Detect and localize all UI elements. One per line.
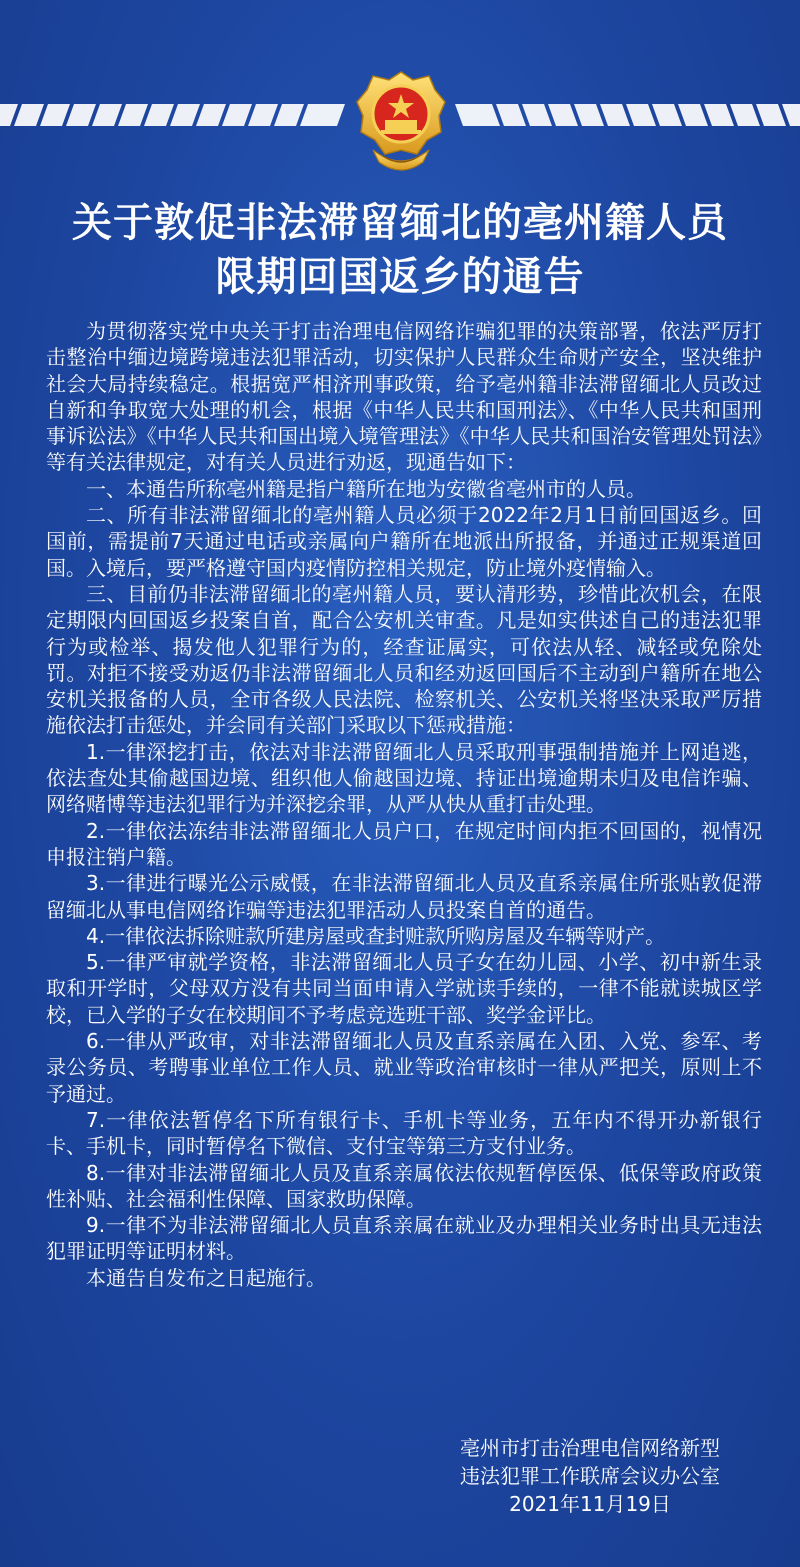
measure-1: 1.一律深挖打击，依法对非法滞留缅北人员采取刑事强制措施并上网追逃，依法查处其偷越国边境、组织他人偷越国边境、持证出境逾期未归及电信诈骗、网络赌博等违法犯罪行为并深挖余罪，从严从快从重打击处理。 xyxy=(46,739,762,817)
issuer-line-1: 亳州市打击治理电信网络新型 xyxy=(460,1436,720,1460)
measure-3: 3.一律进行曝光公示威慑，在非法滞留缅北人员及直系亲属住所张贴敦促滞留缅北从事电信网络诈骗等违法犯罪活动人员投案自首的通告。 xyxy=(46,871,762,922)
measure-6: 6.一律从严政审，对非法滞留缅北人员及直系亲属在入团、入党、参军、考录公务员、考聘事业单位工作人员、就业等政治审核时一律从严把关，原则上不予通过。 xyxy=(46,1029,762,1106)
measure-2: 2.一律依法冻结非法滞留缅北人员户口，在规定时间内拒不回国的，视情况申报注销户籍。 xyxy=(46,818,762,869)
issuer-line-2: 违法犯罪工作联席会议办公室 xyxy=(460,1464,720,1488)
right-wing-stripes xyxy=(455,98,800,132)
title-line-1: 关于敦促非法滞留缅北的亳州籍人员 xyxy=(72,200,728,246)
clause-2: 二、所有非法滞留缅北的亳州籍人员必须于2022年2月1日前回国返乡。回国前，需提前7天通过电话或亲属向户籍所在地派出所报备，并通过正规渠道回国。入境后，要严格遵守国内疫情防控相关规定，防止境外疫情输入。 xyxy=(46,503,762,580)
intro-paragraph: 为贯彻落实党中央关于打击治理电信网络诈骗犯罪的决策部署，依法严厉打击整治中缅边境跨境违法犯罪活动，切实保护人民群众生命财产安全，坚决维护社会大局持续稳定。根据宽严相济刑事政策，给予亳州籍非法滞留缅北人员改过自新和争取宽大处理的机会，根据《中华人民共和国刑法》、《中华人民共和国刑事诉讼法》《中华人民共和国出境入境管理法》《中华人民共和国治安管理处罚法》等有关法律规定，对有关人员进行劝返，现通告如下： xyxy=(46,319,762,475)
effective-date-clause: 本通告自发布之日起施行。 xyxy=(86,1265,326,1290)
clause-3: 三、目前仍非法滞留缅北的亳州籍人员，要认清形势，珍惜此次机会，在限定期限内回国返乡投案自首，配合公安机关审查。凡是如实供述自己的违法犯罪行为或检举、揭发他人犯罪行为的，经查证属实，可依法从轻、减轻或免除处罚。对拒不接受劝返仍非法滞留缅北人员和经劝返回国后不主动到户籍所在地公安机关报备的人员，全市各级人民法院、检察机关、公安机关将坚决采取严厉措施依法打击惩处，并会同有关部门采取以下惩戒措施： xyxy=(46,581,762,738)
measure-7: 7.一律依法暂停名下所有银行卡、手机卡等业务，五年内不得开办新银行卡、手机卡，同时暂停名下微信、支付宝等第三方支付业务。 xyxy=(46,1107,762,1159)
measure-8: 8.一律对非法滞留缅北人员及直系亲属依法依规暂停医保、低保等政府政策性补贴、社会福利性保障、国家救助保障。 xyxy=(46,1160,762,1211)
police-emblem-icon xyxy=(353,68,449,178)
signature-block xyxy=(420,1434,760,1518)
title-line-2: 限期回国返乡的通告 xyxy=(215,254,585,300)
issue-date: 2021年11月19日 xyxy=(509,1492,671,1516)
header-banner xyxy=(0,60,800,170)
notice-body xyxy=(46,318,762,1291)
notice-title xyxy=(0,196,800,304)
measure-4: 4.一律依法拆除赃款所建房屋或查封赃款所购房屋及车辆等财产。 xyxy=(86,923,666,948)
measure-9: 9.一律不为非法滞留缅北人员直系亲属在就业及办理相关业务时出具无违法犯罪证明等证明材料。 xyxy=(46,1213,762,1264)
clause-1: 一、本通告所称亳州籍是指户籍所在地为安徽省亳州市的人员。 xyxy=(86,476,646,501)
measure-5: 5.一律严审就学资格，非法滞留缅北人员子女在幼儿园、小学、初中新生录取和开学时，父母双方没有共同当面申请入学就读手续的，一律不能就读城区学校，已入学的子女在校期间不予考虑竞选班干部、奖学金评比。 xyxy=(46,950,762,1027)
left-wing-stripes xyxy=(0,98,345,132)
